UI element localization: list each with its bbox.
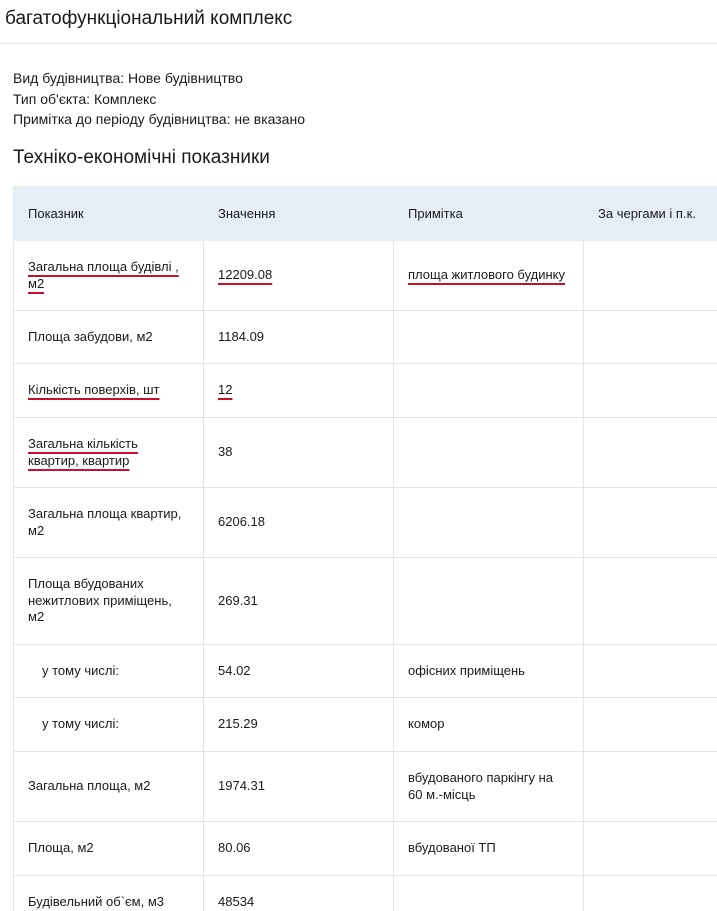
cell-indicator: Площа забудови, м2 — [14, 311, 204, 364]
table-row — [14, 241, 717, 311]
table-row — [14, 558, 717, 645]
cell-stages — [584, 364, 717, 418]
cell-indicator-text: Загальна кількість квартир, квартир — [28, 436, 138, 468]
cell-value: 48534 — [204, 876, 394, 911]
cell-stages — [584, 698, 717, 752]
cell-note — [394, 364, 584, 418]
title-divider — [0, 43, 717, 44]
page-title: багатофункціональний комплекс — [5, 8, 293, 29]
cell-note — [394, 558, 584, 645]
cell-note: комор — [394, 698, 584, 752]
cell-stages — [584, 645, 717, 698]
cell-value: 38 — [204, 418, 394, 488]
cell-note — [394, 311, 584, 364]
cell-indicator: Площа вбудованих нежитлових приміщень, м2 — [14, 558, 204, 645]
cell-value: 1184.09 — [204, 311, 394, 364]
table-header-row — [14, 187, 717, 241]
table-row — [14, 488, 717, 558]
cell-value: 269.31 — [204, 558, 394, 645]
table-row — [14, 418, 717, 488]
cell-note — [394, 241, 584, 311]
cell-value-text: 12209.08 — [218, 267, 273, 283]
cell-note — [394, 488, 584, 558]
cell-stages — [584, 418, 717, 488]
cell-indicator: Будівельний об`єм, м3 — [14, 876, 204, 911]
cell-stages — [584, 822, 717, 876]
cell-value: 80.06 — [204, 822, 394, 876]
cell-value: 1974.31 — [204, 752, 394, 822]
header-note: Примітка — [394, 187, 584, 241]
cell-note: офісних приміщень — [394, 645, 584, 698]
cell-stages — [584, 311, 717, 364]
table-row — [14, 822, 717, 876]
cell-value: 6206.18 — [204, 488, 394, 558]
cell-note: вбудованої ТП — [394, 822, 584, 876]
cell-indicator-text: Кількість поверхів, шт — [28, 382, 160, 398]
cell-note — [394, 876, 584, 911]
table-row — [14, 876, 717, 911]
build-type: Вид будівництва: Нове будівництво — [13, 70, 243, 86]
indicators-table — [13, 186, 717, 911]
cell-value: 215.29 — [204, 698, 394, 752]
period-note: Примітка до періоду будівництва: не вказано — [13, 111, 305, 127]
cell-note-text: площа житлового будинку — [408, 267, 566, 283]
object-type: Тип об'єкта: Комплекс — [13, 90, 157, 107]
cell-indicator — [14, 364, 204, 418]
cell-value-text: 12 — [218, 382, 233, 398]
cell-indicator: Загальна площа квартир, м2 — [14, 488, 204, 558]
cell-indicator: у тому числі: — [14, 645, 204, 698]
cell-stages — [584, 558, 717, 645]
cell-note — [394, 418, 584, 488]
table-row — [14, 645, 717, 698]
table-row — [14, 364, 717, 418]
table-row — [14, 311, 717, 364]
table-row — [14, 752, 717, 822]
cell-note: вбудованого паркінгу на 60 м.-місць — [394, 752, 584, 822]
cell-stages — [584, 752, 717, 822]
table-row — [14, 698, 717, 752]
cell-indicator — [14, 418, 204, 488]
cell-indicator: Загальна площа, м2 — [14, 752, 204, 822]
header-stages: За чергами і п.к. — [584, 187, 717, 241]
header-indicator: Показник — [14, 187, 204, 241]
indicators-table-container[interactable] — [13, 186, 717, 911]
cell-stages — [584, 241, 717, 311]
cell-value: 54.02 — [204, 645, 394, 698]
cell-stages — [584, 488, 717, 558]
project-meta — [13, 68, 305, 130]
cell-indicator: у тому числі: — [14, 698, 204, 752]
cell-indicator — [14, 241, 204, 311]
cell-value — [204, 241, 394, 311]
cell-value — [204, 364, 394, 418]
cell-stages — [584, 876, 717, 911]
cell-indicator-text: Загальна площа будівлі , м2 — [28, 259, 179, 291]
header-value: Значення — [204, 187, 394, 241]
section-title: Техніко-економічні показники — [13, 147, 270, 168]
cell-indicator: Площа, м2 — [14, 822, 204, 876]
